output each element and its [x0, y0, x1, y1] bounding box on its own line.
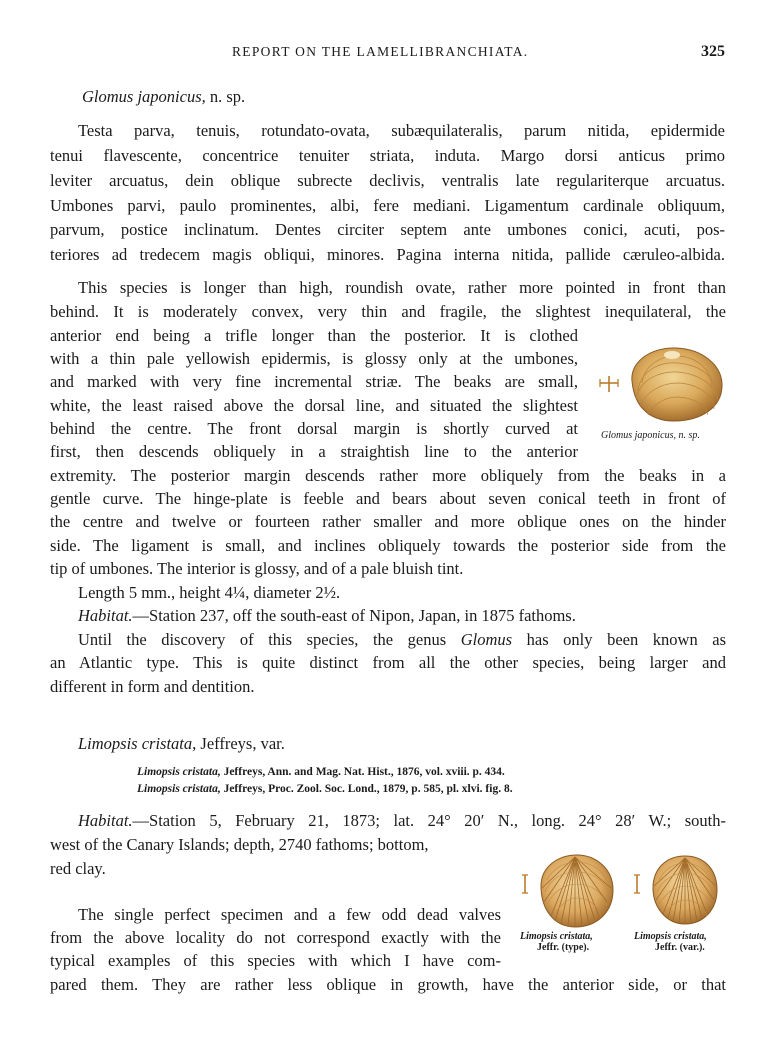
description-line: anterior end being a trifle longer than the posterior. It is clothed: [50, 326, 578, 345]
scale-cross-icon: [598, 372, 620, 394]
scale-bar-icon: [632, 873, 642, 901]
latin-line: tenui flavescente, concentrice tenuiter striata, induta. Margo dorsi anticus primo: [50, 146, 725, 165]
scale-bar-icon: [520, 873, 530, 895]
habitat-text: —Station 5, February 21, 1873; lat. 24° 20′ N., long. 24° 28′ W.; south-: [132, 811, 726, 830]
glomus-figure-caption: Glomus japonicus, n. sp.: [601, 430, 700, 441]
habitat-limopsis: [78, 811, 726, 831]
habitat-line: west of the Canary Islands; depth, 2740 fathoms; bottom,: [50, 835, 429, 854]
description-line: This species is longer than high, roundish ovate, rather more pointed in front than: [78, 278, 726, 297]
habitat-line: red clay.: [50, 859, 106, 878]
running-header: [0, 44, 776, 64]
glomus-shell-figure: [622, 343, 728, 425]
description-line: with a thin pale yellowish epidermis, is glossy only at the umbones,: [50, 349, 578, 368]
reference-line: [137, 782, 513, 796]
limopsis-var-shell-figure: [647, 852, 723, 928]
reference-text: Jeffreys, Ann. and Mag. Nat. Hist., 1876, vol. xviii. p. 434.: [220, 766, 505, 778]
description-line: first, then descends obliquely in a straightish line to the anterior: [50, 442, 578, 461]
species-name: Glomus japonicus,: [82, 87, 206, 106]
page-number: 325: [701, 43, 725, 60]
limopsis-type-caption-sub: Jeffr. (type).: [537, 942, 590, 953]
description-line: tip of umbones. The interior is glossy, and of a pale bluish tint.: [50, 559, 464, 578]
latin-line: Testa parva, tenuis, rotundato-ovata, subæquilateralis, parum nitida, epidermide: [78, 121, 725, 140]
scale-cross-icon: [598, 372, 620, 399]
body-line: pared them. They are rather less oblique in growth, have the anterior side, or that: [50, 975, 726, 994]
habitat-label: Habitat.: [78, 811, 133, 830]
discussion-line: an Atlantic type. This is quite distinct from all the other species, being larger and: [50, 653, 726, 672]
reference-name: Limopsis cristata,: [137, 766, 221, 778]
habitat-text: —Station 237, off the south-east of Nipon, Japan, in 1875 fathoms.: [132, 606, 576, 625]
description-line: and marked with very fine incremental striæ. The beaks are small,: [50, 372, 578, 391]
species-suffix: n. sp.: [205, 87, 246, 106]
species-suffix: Jeffreys, var.: [196, 734, 285, 753]
description-line: the centre and twelve or fourteen rather smaller and more oblique ones on the hinder: [50, 512, 726, 531]
limopsis-var-caption-sub: Jeffr. (var.).: [655, 942, 705, 953]
latin-line: leviter arcuatus, dein oblique subrecte declivis, ventralis late regulariterque arcuatus.: [50, 171, 725, 190]
measurements: Length 5 mm., height 4¼, diameter 2½.: [78, 583, 341, 602]
habitat-glomus: [78, 606, 576, 626]
description-line: gentle curve. The hinge-plate is feeble and bears about seven conical teeth in front of: [50, 489, 726, 508]
latin-line: Umbones parvi, paulo prominentes, albi, fere mediani. Ligamentum cardinale obliquum,: [50, 196, 725, 215]
species-name: Limopsis cristata,: [78, 734, 197, 753]
limopsis-var-caption: Limopsis cristata,: [634, 931, 707, 942]
description-line: white, the least raised above the dorsal line, and situated the slightest: [50, 396, 578, 415]
habitat-label: Habitat.: [78, 606, 133, 625]
discussion-text: Until the discovery of this species, the genus: [78, 630, 447, 649]
body-line: The single perfect specimen and a few odd dead valves: [78, 905, 501, 924]
limopsis-type-caption: Limopsis cristata,: [520, 931, 593, 942]
latin-line: teriores ad tredecem magis obliqui, minores. Pagina interna nitida, pallide cæruleo-albida.: [50, 245, 725, 264]
description-line: extremity. The posterior margin descends rather more obliquely from the beaks in a: [50, 466, 726, 485]
genus-name: Glomus: [460, 630, 513, 649]
species-heading-glomus: [82, 87, 245, 107]
discussion-text: has only been known as: [526, 630, 727, 649]
discussion-line: different in form and dentition.: [50, 677, 255, 696]
scale-bar-icon: [632, 873, 642, 895]
latin-line: parvum, postice inclinatum. Dentes circiter septem ante umbones conici, acuti, pos-: [50, 220, 725, 239]
scale-bar-icon: [520, 873, 530, 901]
description-line: side. The ligament is small, and inclines obliquely towards the posterior side from the: [50, 536, 726, 555]
body-line: from the above locality do not correspond exactly with the: [50, 928, 501, 947]
body-line: typical examples of this species with which I have com-: [50, 951, 501, 970]
description-line: behind. It is moderately convex, very thin and fragile, the slightest inequilateral, the: [50, 302, 726, 321]
reference-text: Jeffreys, Proc. Zool. Soc. Lond., 1879, p. 585, pl. xlvi. fig. 8.: [220, 783, 513, 795]
reference-line: [137, 765, 505, 779]
limopsis-type-shell-figure: [533, 852, 617, 930]
running-title: REPORT ON THE LAMELLIBRANCHIATA.: [232, 44, 529, 59]
description-line: behind the centre. The front dorsal margin is shortly curved at: [50, 419, 578, 438]
species-heading-limopsis: [78, 734, 285, 754]
reference-name: Limopsis cristata,: [137, 783, 221, 795]
discussion-line: [78, 630, 726, 650]
